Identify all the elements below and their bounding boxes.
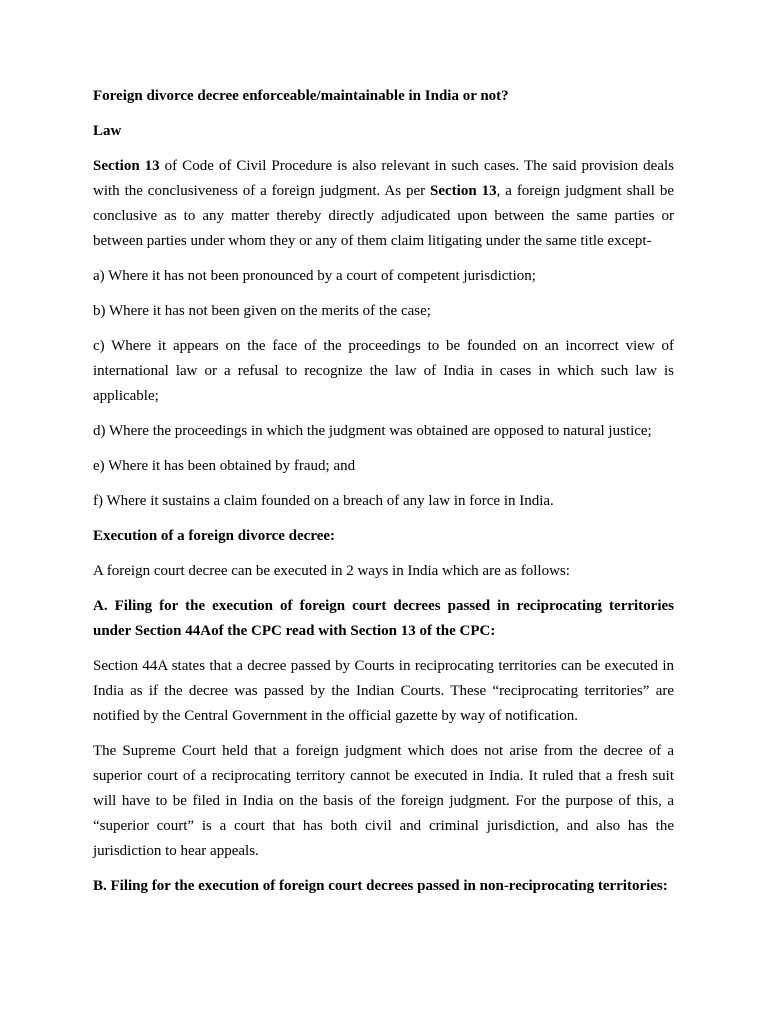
section13-text-1: of Code of Civil Procedure is also relevant in such cases. The said provision deals with the conclusiveness of a foreign judgment. As per [93, 158, 674, 199]
section-b-heading: B. Filing for the execution of foreign court decrees passed in non-reciprocating territories: [93, 878, 668, 894]
exception-c: c) Where it appears on the face of the proceedings to be founded on an incorrect view of international law or a refusal to recognize the law of India in cases in which such law is applicable; [93, 338, 674, 404]
execution-heading: Execution of a foreign divorce decree: [93, 528, 336, 544]
section13-ref-1: Section 13 [93, 158, 160, 174]
document-page [93, 84, 674, 909]
section13-ref-2: Section 13 [430, 183, 497, 199]
exception-d: d) Where the proceedings in which the judgment was obtained are opposed to natural justice; [93, 423, 652, 439]
section-a-paragraph-1: Section 44A states that a decree passed by Courts in reciprocating territories can be executed in India as if the decree was passed by the Indian Courts. These “reciprocating territories” are notified by the Central Government in the official gazette by way of notification. [93, 658, 674, 724]
exception-a: a) Where it has not been pronounced by a court of competent jurisdiction; [93, 268, 536, 284]
exception-f: f) Where it sustains a claim founded on a breach of any law in force in India. [93, 493, 554, 509]
law-heading: Law [93, 123, 122, 139]
exception-e: e) Where it has been obtained by fraud; and [93, 458, 356, 474]
section-a-paragraph-2: The Supreme Court held that a foreign judgment which does not arise from the decree of a superior court of a reciprocating territory cannot be executed in India. It ruled that a fresh suit will have to be filed in India on the basis of the foreign judgment. For the purpose of this, a “superior court” is a court that has both civil and criminal jurisdiction, and also has the jurisdiction to hear appeals. [93, 743, 674, 859]
section13-text-2: , a foreign judgment shall be conclusive as to any matter thereby directly adjudicated upon between the same parties or between parties under whom they or any of them claim litigating under the same title except- [93, 183, 674, 249]
section-a-heading: A. Filing for the execution of foreign court decrees passed in reciprocating territories under Section 44Aof the CPC read with Section 13 of the CPC: [93, 598, 674, 639]
section13-paragraph [93, 154, 674, 254]
document-title: Foreign divorce decree enforceable/maintainable in India or not? [93, 88, 509, 104]
exception-b: b) Where it has not been given on the merits of the case; [93, 303, 431, 319]
execution-intro: A foreign court decree can be executed in 2 ways in India which are as follows: [93, 563, 570, 579]
